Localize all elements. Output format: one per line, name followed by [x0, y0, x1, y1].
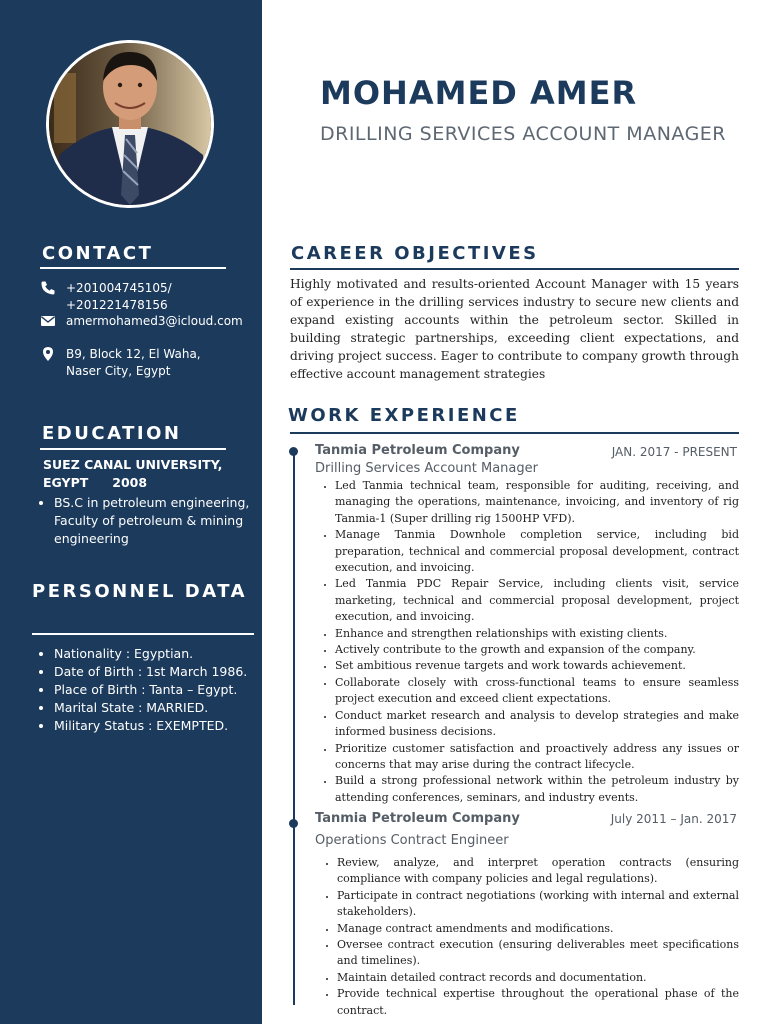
personnel-data-list: [34, 645, 269, 735]
job-duty: • Collaborate closely with cross-functional teams to ensure seamless project execution and exceed client expectations.: [335, 675, 739, 708]
job-duty: • Conduct market research and analysis to develop strategies and make informed business decisions.: [335, 708, 739, 741]
phone-number-1: +201004745105/: [66, 281, 172, 295]
timeline-line: [293, 450, 295, 1005]
address-line-2: Naser City, Egypt: [66, 364, 171, 378]
job-company: Tanmia Petroleum Company: [315, 811, 520, 826]
location-pin-icon: [40, 346, 56, 362]
contact-heading: CONTACT: [42, 243, 154, 264]
job-duty: • Oversee contract execution (ensuring deliverables meet specifications and timelines).: [337, 937, 739, 970]
job-duties-list: [317, 855, 739, 1019]
job-role: Operations Contract Engineer: [315, 833, 509, 848]
education-heading: EDUCATION: [42, 423, 182, 444]
job-duty: • Led Tanmia technical team, responsible for auditing, receiving, and managing the operations, maintenance, invoicing, and inventory of rig Tanmia-1 (Super drilling rig 1500HP VFD).: [335, 478, 739, 527]
address-line-1: B9, Block 12, El Waha,: [66, 347, 201, 361]
job-dates: JAN. 2017 - PRESENT: [611, 445, 737, 459]
job-duty: • Enhance and strengthen relationships with existing clients.: [335, 626, 739, 642]
contact-address: [40, 346, 201, 380]
job-duty: • Build a strong professional network within the petroleum industry by attending conferences, seminars, and industry events.: [335, 773, 739, 806]
email-address: amermohamed3@icloud.com: [66, 314, 243, 328]
contact-email: [40, 313, 243, 330]
profile-photo-illustration: [49, 43, 211, 205]
career-objectives-heading: CAREER OBJECTIVES: [291, 243, 539, 264]
personnel-item: • Place of Birth : Tanta – Egypt.: [54, 681, 269, 699]
job-dates: July 2011 – Jan. 2017: [610, 812, 737, 826]
timeline-dot: [289, 447, 298, 456]
personnel-divider: [32, 633, 254, 635]
email-icon: [40, 313, 56, 329]
university-country: EGYPT: [43, 475, 89, 490]
phone-number-2: +201221478156: [66, 298, 168, 312]
personnel-item: • Nationality : Egyptian.: [54, 645, 269, 663]
education-divider: [40, 448, 226, 450]
contact-divider: [40, 267, 226, 269]
job-duty: • Review, analyze, and interpret operation contracts (ensuring compliance with company policies and legal regulations).: [337, 855, 739, 888]
personnel-item: • Military Status : EXEMPTED.: [54, 717, 269, 735]
graduation-year: 2008: [112, 475, 148, 490]
job-duty: • Set ambitious revenue targets and work towards achievement.: [335, 658, 739, 674]
university-location-year: [43, 474, 243, 492]
university-name: SUEZ CANAL UNIVERSITY,: [43, 457, 223, 472]
job-duties-list: [315, 478, 739, 806]
timeline-dot: [289, 819, 298, 828]
career-objective-text: Highly motivated and results-oriented Account Manager with 15 years of experience in the drilling services industry to secure new clients and expand existing accounts within the petroleum sector. Skilled in building strategic partnerships, exceeding client expectations, and driving project success. Eager to contribute to company growth through effective account management strategies: [290, 277, 739, 381]
work-experience-divider: [290, 432, 739, 434]
education-university: [43, 456, 243, 492]
career-objectives-divider: [290, 268, 739, 270]
job-duty: • Manage contract amendments and modifications.: [337, 921, 739, 937]
personnel-item: • Date of Birth : 1st March 1986.: [54, 663, 269, 681]
education-degree-list: [34, 494, 264, 548]
job-duty: • Participate in contract negotiations (working with internal and external stakeholders).: [337, 888, 739, 921]
phone-icon: [40, 280, 56, 296]
personnel-item: • Marital State : MARRIED.: [54, 699, 269, 717]
job-duty: • Actively contribute to the growth and expansion of the company.: [335, 642, 739, 658]
job-company: Tanmia Petroleum Company: [315, 443, 520, 458]
sidebar: [0, 0, 262, 1024]
candidate-name: MOHAMED AMER: [320, 74, 638, 112]
profile-photo: [46, 40, 214, 208]
job-role: Drilling Services Account Manager: [315, 461, 538, 476]
work-experience-heading: WORK EXPERIENCE: [288, 405, 520, 426]
job-duty: • Prioritize customer satisfaction and proactively address any issues or concerns that may arise during the contract lifecycle.: [335, 741, 739, 774]
job-duty: • Provide technical expertise throughout the operational phase of the contract.: [337, 986, 739, 1019]
candidate-job-title: DRILLING SERVICES ACCOUNT MANAGER: [320, 123, 726, 145]
degree-item: • BS.C in petroleum engineering, Faculty of petroleum & mining engineering: [54, 494, 264, 548]
contact-phone: [40, 280, 172, 314]
job-duty: • Led Tanmia PDC Repair Service, including clients visit, service marketing, technical and commercial proposal development, project execution, and invoicing.: [335, 576, 739, 625]
personnel-heading: PERSONNEL DATA: [32, 581, 248, 602]
job-duty: • Manage Tanmia Downhole completion service, including bid preparation, technical and commercial proposal development, contract execution, and invoicing.: [335, 527, 739, 576]
job-duty: • Maintain detailed contract records and documentation.: [337, 970, 739, 986]
